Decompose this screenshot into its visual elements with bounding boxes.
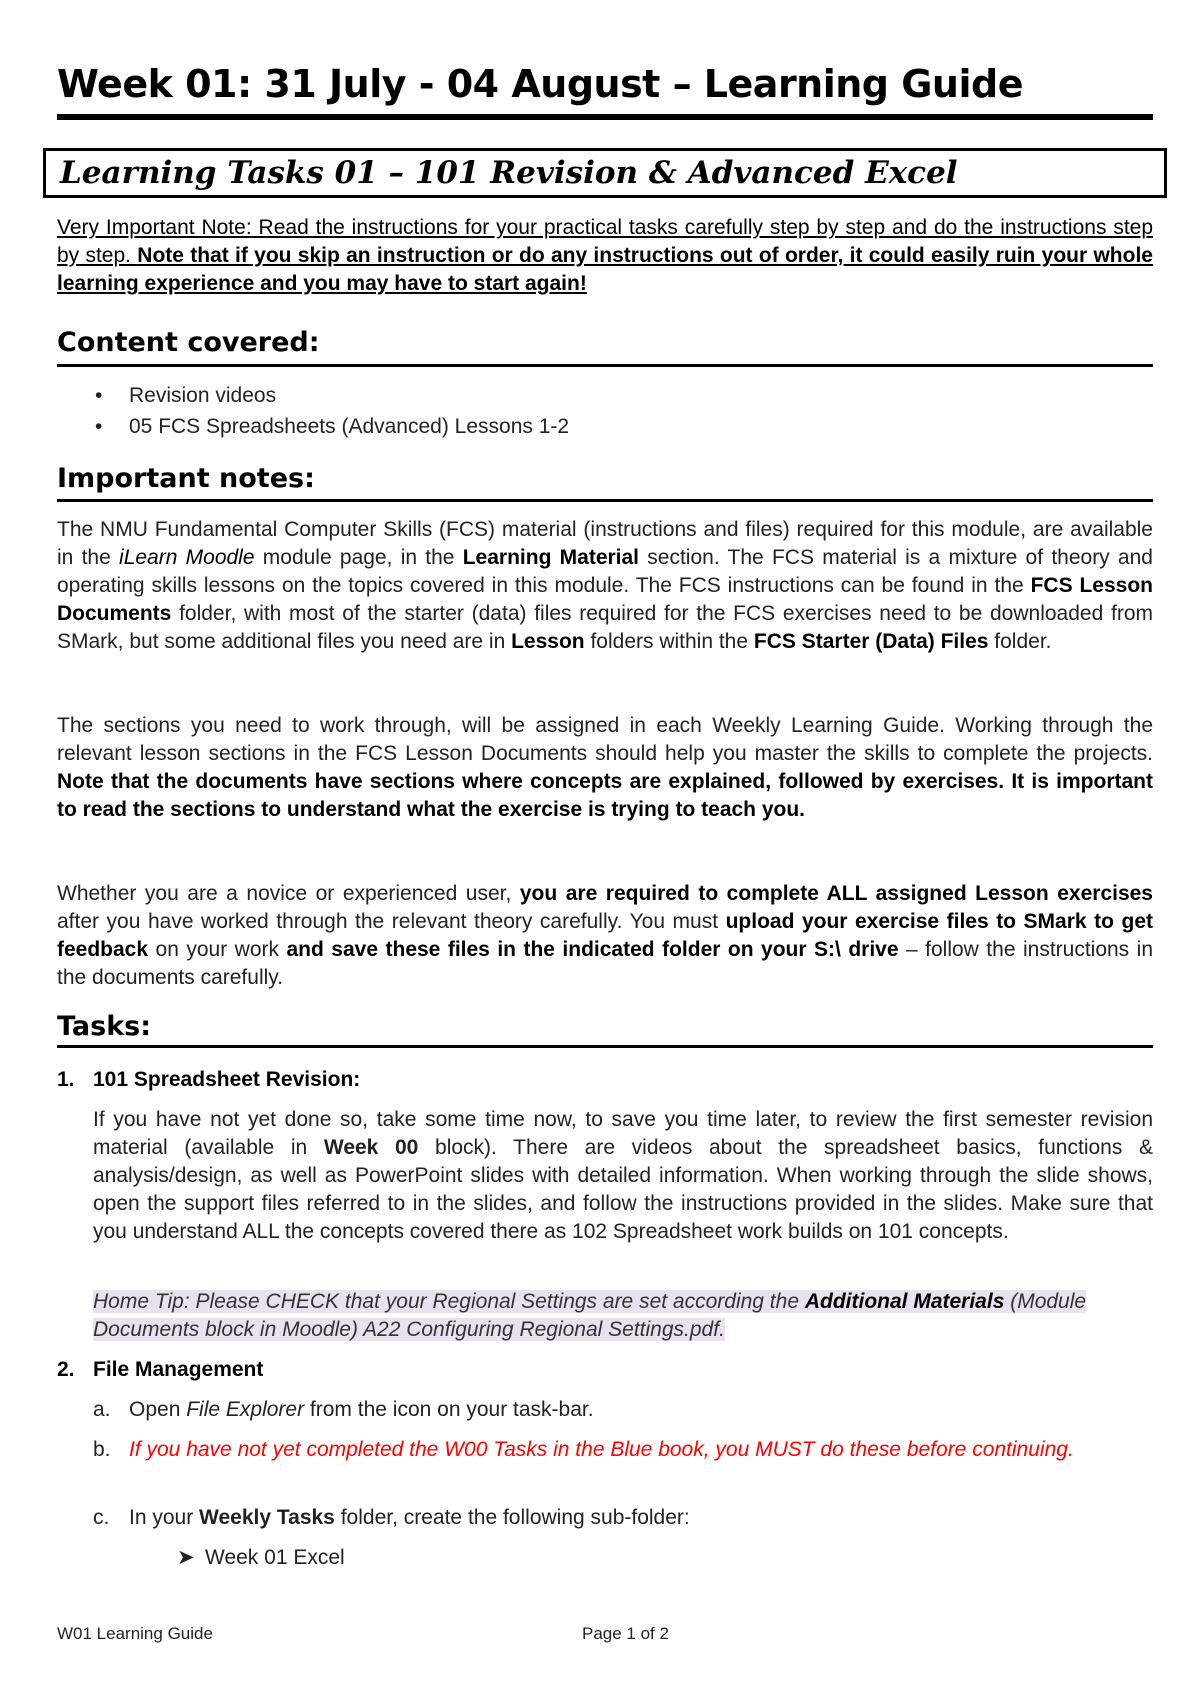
text-run: File Explorer — [186, 1398, 305, 1421]
text-run: If you have not yet done so, take some time now, to save you time later, to review the first semester revision material (available in — [93, 1108, 1153, 1159]
text-run: Lesson — [511, 630, 585, 653]
text-run: Home Tip: Please CHECK that your Regional Settings are set according the — [93, 1290, 805, 1313]
tasks-rule — [57, 1045, 1153, 1048]
note-bold-text: Note that if you skip an instruction or do any instructions out of order, it could easily ruin your whole learning experience and you may have to start again! — [57, 244, 1153, 295]
text-run: after you have worked through the relevant theory carefully. You must — [57, 910, 726, 933]
note-text: Read the instructions for your practical tasks carefully step by step and do the instructions step by step. — [57, 216, 1154, 267]
text-run: section. The FCS material is a mixture of theory and operating skills lessons on the topics covered in this module. The FCS instructions can be found in the — [57, 546, 1153, 597]
task-number: 1. — [57, 1068, 75, 1091]
task-2c — [93, 1504, 1153, 1532]
learning-tasks-heading: Learning Tasks 01 – 101 Revision & Advanced Excel — [43, 148, 1167, 198]
content-covered-list — [57, 380, 1057, 442]
home-tip — [93, 1288, 1153, 1344]
folder-list-item — [177, 1544, 1077, 1572]
text-run: The sections you need to work through, will be assigned in each Weekly Learning Guide. Working through the relevant lesson sections in the FCS Lesson Documents should help you master the skills to complete the projects. — [57, 714, 1153, 765]
arrow-bullet-icon: ➤ — [177, 1546, 195, 1569]
text-run: block). There are videos about the spreadsheet basics, functions & analysis/design, as well as PowerPoint slides with detailed information. When working through the slide shows, open the support files referred to in the slides, and follow the instructions provided in the slides. Make sure that you understand ALL the concepts covered there as 102 Spreadsheet work builds on 101 concepts. — [93, 1136, 1153, 1243]
tasks-heading: Tasks: — [57, 1011, 152, 1042]
notes-paragraph-1 — [57, 516, 1153, 656]
task-number: 2. — [57, 1358, 75, 1381]
sub-item-letter: b. — [93, 1438, 111, 1461]
text-run: If you have not yet completed the W00 Tasks in the Blue book, you MUST do these before continuing. — [129, 1438, 1074, 1461]
text-run: you are required to complete ALL assigned Lesson exercises — [519, 882, 1153, 905]
text-run: – follow the instructions in the documents carefully. — [57, 938, 1153, 989]
important-notes-rule — [57, 499, 1153, 502]
task-2b — [93, 1436, 1153, 1464]
task-1-title — [57, 1066, 1153, 1094]
important-note — [57, 214, 1153, 298]
home-tip-highlight — [93, 1290, 1086, 1341]
text-run: In your — [129, 1506, 200, 1529]
important-notes-heading: Important notes: — [57, 463, 315, 494]
text-run: Open — [129, 1398, 187, 1421]
text-run: folder. — [988, 630, 1052, 653]
text-run: FCS Starter (Data) Files — [753, 630, 989, 653]
text-run: module page, in the — [254, 546, 463, 569]
text-run: upload your exercise files to SMark to get feedback — [57, 910, 1153, 961]
sub-item-letter: c. — [93, 1506, 110, 1529]
text-run: Weekly Tasks — [199, 1506, 335, 1529]
document-page — [57, 0, 1153, 1696]
notes-paragraph-2 — [57, 712, 1153, 824]
text-run: Additional Materials — [804, 1290, 1005, 1313]
footer-page-number: Page 1 of 2 — [582, 1624, 669, 1643]
note-label: Very Important Note: — [57, 216, 252, 239]
text-run: Whether you are a novice or experienced user, — [57, 882, 520, 905]
task-1-text — [93, 1106, 1153, 1246]
task-title: 101 Spreadsheet Revision: — [93, 1068, 361, 1091]
task-2a — [93, 1396, 1153, 1424]
text-run: Week 00 — [323, 1136, 419, 1159]
text-run: Learning Material — [462, 546, 640, 569]
content-covered-heading: Content covered: — [57, 327, 320, 358]
text-run: folders within the — [584, 630, 754, 653]
list-item: • Revision videos — [57, 380, 1057, 411]
text-run: from the icon on your task-bar. — [304, 1398, 594, 1421]
text-run: (Module Documents block in Moodle) A22 Configuring Regional Settings.pdf. — [93, 1290, 1087, 1341]
task-title: File Management — [93, 1358, 264, 1381]
notes-paragraph-3 — [57, 880, 1153, 992]
footer-doc-name: W01 Learning Guide — [57, 1624, 213, 1643]
text-run: Note that the documents have sections where concepts are explained, followed by exercises. It is important to read the sections to understand what the exercise is trying to teach you. — [57, 770, 1153, 821]
text-run: iLearn Moodle — [119, 546, 255, 569]
text-run: and save these files in the indicated folder on your S:\ drive — [286, 938, 899, 961]
title-rule — [57, 114, 1153, 120]
text-run: The NMU Fundamental Computer Skills (FCS) material (instructions and files) required for this module, are available in the — [57, 518, 1153, 569]
list-item: • 05 FCS Spreadsheets (Advanced) Lessons 1-2 — [57, 411, 1057, 442]
page-title: Week 01: 31 July - 04 August – Learning Guide — [57, 62, 1023, 106]
text-run: folder, with most of the starter (data) files required for the FCS exercises need to be downloaded from SMark, but some additional files you need are in — [57, 602, 1153, 653]
task-2-title — [57, 1356, 1153, 1384]
text-run: FCS Lesson Documents — [57, 574, 1153, 625]
text-run: Week 01 Excel — [205, 1546, 345, 1569]
text-run: on your work — [148, 938, 287, 961]
text-run: folder, create the following sub-folder: — [334, 1506, 690, 1529]
sub-item-letter: a. — [93, 1398, 111, 1421]
content-covered-rule — [57, 364, 1153, 367]
